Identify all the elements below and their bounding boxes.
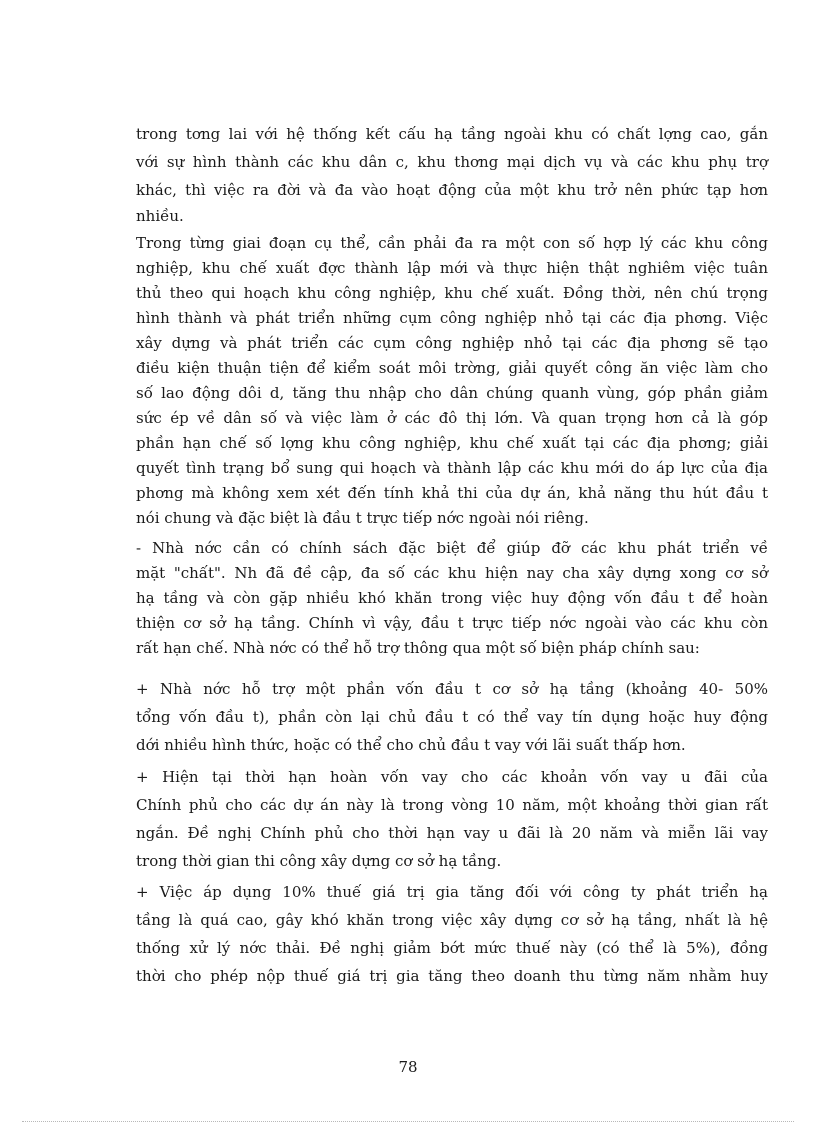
text-line: nghiệp, khu chế xuất đợc thành lập mới và thực hiện thật nghiêm việc tuân bbox=[136, 259, 768, 277]
text-line: khác, thì việc ra đời và đa vào hoạt động của một khu trở nên phức tạp hơn bbox=[136, 181, 768, 199]
text-line: hình thành và phát triển những cụm công nghiệp nhỏ tại các địa phơng. Việc bbox=[136, 309, 768, 327]
text-line: thủ theo qui hoạch khu công nghiệp, khu chế xuất. Đồng thời, nên chú trọng bbox=[136, 284, 768, 302]
text-line: xây dựng và phát triển các cụm công nghiệp nhỏ tại các địa phơng sẽ tạo bbox=[136, 334, 768, 352]
text-line: phơng mà không xem xét đến tính khả thi của dự án, khả năng thu hút đầu t bbox=[136, 484, 768, 502]
page-number: 78 bbox=[398, 1058, 418, 1076]
text-line: - Nhà nớc cần có chính sách đặc biệt để giúp đỡ các khu phát triển về bbox=[136, 539, 768, 557]
text-line: nói chung và đặc biệt là đầu t trực tiếp nớc ngoài nói riêng. bbox=[136, 509, 589, 527]
text-line: thời cho phép nộp thuế giá trị gia tăng theo doanh thu từng năm nhằm huy bbox=[136, 967, 768, 985]
text-line: Trong từng giai đoạn cụ thể, cần phải đa ra một con số hợp lý các khu công bbox=[136, 234, 768, 252]
text-line: trong thời gian thi công xây dựng cơ sở hạ tầng. bbox=[136, 852, 502, 870]
text-line: phần hạn chế số lợng khu công nghiệp, khu chế xuất tại các địa phơng; giải bbox=[136, 434, 768, 452]
text-line: thống xử lý nớc thải. Đề nghị giảm bớt mức thuế này (có thể là 5%), đồng bbox=[136, 939, 768, 957]
paragraph-3 bbox=[136, 536, 768, 661]
text-line: hạ tầng và còn gặp nhiều khó khăn trong việc huy động vốn đầu t để hoàn bbox=[136, 589, 768, 607]
text-line: + Việc áp dụng 10% thuế giá trị gia tăng đối với công ty phát triển hạ bbox=[136, 883, 768, 901]
text-line: rất hạn chế. Nhà nớc có thể hỗ trợ thông qua một số biện pháp chính sau: bbox=[136, 639, 700, 657]
paragraph-4 bbox=[136, 675, 768, 759]
text-line: dới nhiều hình thức, hoặc có thể cho chủ đầu t vay với lãi suất thấp hơn. bbox=[136, 736, 686, 754]
text-line: nhiều. bbox=[136, 207, 184, 225]
paragraph-1 bbox=[136, 120, 768, 228]
text-line: tổng vốn đầu t), phần còn lại chủ đầu t có thể vay tín dụng hoặc huy động bbox=[136, 708, 768, 726]
text-line: thiện cơ sở hạ tầng. Chính vì vậy, đầu t trực tiếp nớc ngoài vào các khu còn bbox=[136, 614, 768, 632]
text-line: ngắn. Đề nghị Chính phủ cho thời hạn vay u đãi là 20 năm và miễn lãi vay bbox=[136, 824, 768, 842]
page-bottom-divider bbox=[22, 1121, 794, 1122]
text-line: với sự hình thành các khu dân c, khu thơng mại dịch vụ và các khu phụ trợ bbox=[136, 153, 768, 171]
paragraph-5 bbox=[136, 763, 768, 875]
text-line: sức ép về dân số và việc làm ở các đô thị lớn. Và quan trọng hơn cả là góp bbox=[136, 409, 768, 427]
paragraph-6 bbox=[136, 878, 768, 990]
text-line: quyết tình trạng bổ sung qui hoạch và thành lập các khu mới do áp lực của địa bbox=[136, 459, 768, 477]
text-line: Chính phủ cho các dự án này là trong vòng 10 năm, một khoảng thời gian rất bbox=[136, 796, 768, 814]
paragraph-2 bbox=[136, 231, 768, 531]
text-line: trong tơng lai với hệ thống kết cấu hạ tầng ngoài khu có chất lợng cao, gắn bbox=[136, 125, 768, 143]
text-line: số lao động dôi d, tăng thu nhập cho dân chúng quanh vùng, góp phần giảm bbox=[136, 384, 768, 402]
text-line: tầng là quá cao, gây khó khăn trong việc xây dựng cơ sở hạ tầng, nhất là hệ bbox=[136, 911, 768, 929]
text-line: mặt "chất". Nh đã đề cập, đa số các khu hiện nay cha xây dựng xong cơ sở bbox=[136, 564, 768, 582]
text-line: + Nhà nớc hỗ trợ một phần vốn đầu t cơ sở hạ tầng (khoảng 40- 50% bbox=[136, 680, 768, 698]
text-line: điều kiện thuận tiện để kiểm soát môi trờng, giải quyết công ăn việc làm cho bbox=[136, 359, 768, 377]
text-line: + Hiện tại thời hạn hoàn vốn vay cho các khoản vốn vay u đãi của bbox=[136, 768, 768, 786]
